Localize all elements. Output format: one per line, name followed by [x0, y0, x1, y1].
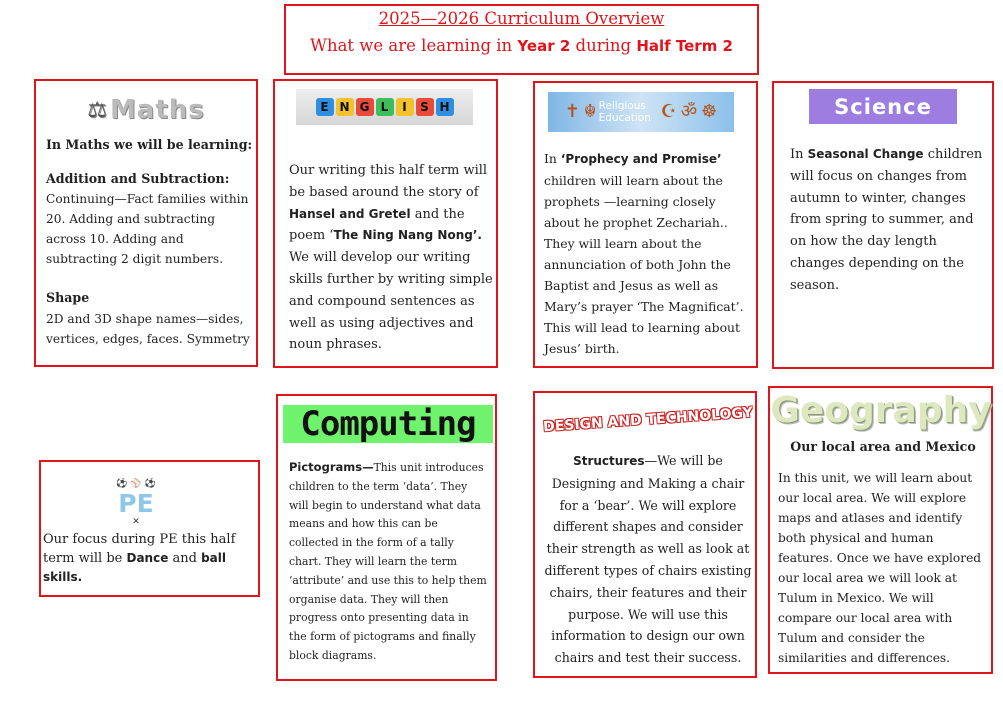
sports-balls-icon: ⚽ ⚾ ⚽ [116, 478, 156, 489]
english-letter-block: G [356, 98, 374, 116]
re-topic-title: ‘Prophecy and Promise’ [560, 152, 722, 166]
re-content [544, 148, 754, 359]
english-letter-block: E [316, 98, 334, 116]
re-text-1: In [544, 151, 561, 166]
maths-content [46, 135, 256, 349]
english-poem-title: The Ning Nang Nong’. [333, 228, 482, 243]
english-text-3: We will develop our writing skills further by writing simple and compound sentences as well as using adjectives and noun phrases. [289, 250, 493, 353]
science-text-1: In [790, 147, 808, 162]
pe-dance: Dance [126, 551, 169, 565]
english-letter-block: S [416, 98, 434, 116]
dt-text: —We will be Designing and Making a chair for a ‘bear’. We will explore different shapes and consider their strength as well as look at different types of chairs existing chairs, their features and their purpose. We will use this information to design our own chairs and test their success. [544, 453, 752, 666]
maths-subheading-addition: Addition and Subtraction: [46, 170, 230, 186]
computing-topic-title: Pictograms— [289, 460, 374, 474]
science-topic-title: Seasonal Change [807, 147, 924, 161]
maths-shape-text: 2D and 3D shape names—sides, vertices, edges, faces. Symmetry [46, 311, 250, 346]
geography-content: In this unit, we will learn about our local area. We will explore maps and atlases and identify both physical and human features. Once we have explored our local area we will look at Tulum in Mexico. We will compare our local area with Tulum and consider the similarities and differences. [778, 471, 982, 665]
re-text-2: children will learn about the prophets —learning closely about he prophet Zechariah.. They will learn about the annunciation of both John the Baptist and Jesus as well as Mary’s prayer ‘The Magnificat’. This will lead to learning about Jesus’ birth. [544, 173, 744, 356]
maths-subheading-shape: Shape [46, 290, 90, 305]
computing-content [289, 458, 489, 666]
maths-addition-text: Continuing—Fact families within 20. Adding and subtracting across 10. Adding and subtracting 2 digit numbers. [46, 192, 249, 266]
maths-heading: In Maths we will be learning: [46, 137, 253, 152]
english-letter-block: H [436, 98, 454, 116]
geography-logo: Geography [770, 389, 992, 431]
year-label: Year 2 [517, 37, 571, 55]
english-letter-block: L [376, 98, 394, 116]
pe-ball-skills: ball skills. [43, 551, 226, 584]
crescent-icon: ☪ [660, 101, 677, 122]
english-content [289, 160, 494, 356]
geography-heading: Our local area and Mexico [790, 439, 976, 454]
english-letter-block: I [396, 98, 414, 116]
science-content [790, 144, 990, 297]
khanda-icon: ☬ [583, 101, 597, 122]
pe-text-2: and [168, 551, 202, 566]
re-logo [548, 92, 734, 132]
english-text-2: and the poem ‘ [289, 206, 465, 244]
english-story-title: Hansel and Gretel [289, 206, 411, 221]
page-title: 2025—2026 Curriculum Overview [378, 9, 665, 28]
science-text-2: children will focus on changes from autumn to winter, changes from spring to summer, and on how the day length changes depending on the season. [790, 147, 983, 293]
re-logo-text: Religious Education [598, 100, 651, 124]
computing-logo: Computing [283, 405, 493, 443]
pe-content [43, 531, 253, 587]
science-logo: Science [809, 89, 957, 124]
pe-text-1: Our focus during PE this half term will be [43, 532, 236, 566]
dt-logo: DESIGN AND TECHNOLOGY [542, 404, 754, 436]
subtitle-text: What we are learning in [310, 36, 518, 55]
maths-logo [84, 92, 208, 128]
title-box [284, 4, 759, 75]
om-icon: ॐ [680, 101, 698, 122]
pe-logo [105, 480, 167, 526]
wheel-icon: ☸ [701, 101, 718, 122]
maths-logo-text: Maths [109, 95, 205, 125]
dt-topic-title: Structures [573, 454, 645, 468]
dt-content [543, 450, 753, 669]
subtitle-text-mid: during [570, 36, 637, 55]
computing-text: This unit introduces children to the term ‘data’. They will begin to understand what data means and how this can be collected in the form of a tally chart. They will learn the term ‘attribute’ and use this to help them organise data. They will then progress onto presenting data in the form of pictograms and finally block diagrams. [289, 461, 487, 662]
english-logo [296, 89, 473, 125]
scales-icon: ⚖ [87, 97, 108, 123]
page-subtitle [286, 36, 757, 55]
english-letter-block: N [336, 98, 354, 116]
english-text-1: Our writing this half term will be based around the story of [289, 163, 488, 200]
cross-icon: ✝ [564, 101, 580, 122]
rackets-icon: ✕ [132, 516, 140, 527]
pe-logo-text: PE [118, 488, 154, 518]
term-label: Half Term 2 [636, 37, 733, 55]
